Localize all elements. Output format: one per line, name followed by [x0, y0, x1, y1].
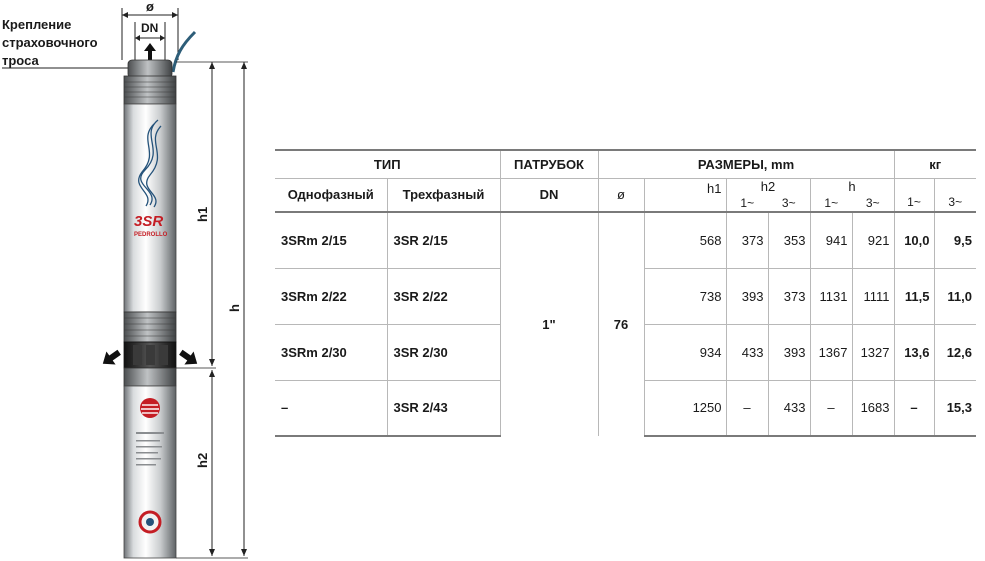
diameter-arrow-left — [122, 12, 128, 18]
diameter-arrow-right — [172, 12, 178, 18]
cell-three: 3SR 2/43 — [387, 380, 500, 436]
cell-h2-3: 433 — [768, 380, 810, 436]
header-outlet: ПАТРУБОК — [500, 150, 598, 178]
h-arrow-bottom — [241, 549, 247, 556]
cell-single: 3SRm 2/22 — [275, 268, 387, 324]
dn-label: DN — [141, 21, 159, 35]
header-single-phase: Однофазный — [275, 178, 387, 212]
flow-up-arrow-icon — [144, 43, 156, 60]
cell-h-3: 921 — [852, 212, 894, 268]
cell-h-3: 1111 — [852, 268, 894, 324]
diameter-label: ø — [146, 0, 154, 14]
h2-label: h2 — [195, 452, 210, 468]
cell-h-1: 1367 — [810, 324, 852, 380]
strainer-slot — [146, 345, 155, 365]
intake-arrow-left-icon — [98, 346, 124, 371]
cell-single: – — [275, 380, 387, 436]
cell-single: 3SRm 2/15 — [281, 232, 347, 248]
cell-h-1: – — [810, 380, 852, 436]
h1-arrow-top — [209, 62, 215, 69]
pump-upper-ring — [124, 76, 176, 104]
pump-model-mark: 3SR — [134, 213, 164, 230]
cell-kg-1: – — [894, 380, 934, 436]
cell-h1: 738 — [644, 268, 726, 324]
header-h2-3: 3~ — [781, 195, 796, 210]
annotation-line-3: троса — [2, 53, 39, 68]
pump-brand: PEDROLLO — [134, 232, 168, 238]
cell-h-3: 1683 — [852, 380, 894, 436]
cell-h1: 1250 — [644, 380, 726, 436]
header-diameter: ø — [598, 178, 644, 212]
cell-dn: 1" — [500, 212, 598, 436]
header-dimensions: РАЗМЕРЫ, mm — [598, 150, 894, 178]
cell-h-1: 1131 — [810, 268, 852, 324]
header-three-phase: Трехфазный — [387, 178, 500, 212]
h1-label: h1 — [195, 206, 210, 222]
cell-h2-1: – — [726, 380, 768, 436]
annotation-line-2: страховочного — [2, 35, 98, 50]
cell-h2-1: 373 — [726, 212, 768, 268]
strainer-slot — [159, 345, 168, 365]
h1-arrow-bottom — [209, 359, 215, 366]
cell-kg-1: 11,5 — [894, 268, 934, 324]
table-row — [275, 212, 976, 268]
cell-three: 3SR 2/22 — [387, 268, 500, 324]
pump-discharge-head — [128, 60, 172, 78]
pump-body — [124, 104, 176, 312]
cell-three: 3SR 2/15 — [387, 212, 500, 268]
cell-single: 3SRm 2/30 — [275, 324, 387, 380]
pump-middle-ring — [124, 312, 176, 342]
h-arrow-top — [241, 62, 247, 69]
header-dn: DN — [500, 178, 598, 212]
header-h1: h1 — [644, 178, 726, 212]
spec-table — [275, 149, 976, 437]
header-h-1: 1~ — [824, 195, 839, 210]
cell-kg-3: 12,6 — [934, 324, 976, 380]
cell-three: 3SR 2/30 — [387, 324, 500, 380]
cell-h1: 934 — [644, 324, 726, 380]
header-weight: кг — [894, 150, 976, 178]
header-kg-1: 1~ — [894, 178, 934, 212]
header-h2: h2 — [760, 178, 776, 194]
h2-arrow-top — [209, 370, 215, 377]
header-h: h — [848, 178, 856, 194]
intake-arrow-right-icon — [176, 346, 202, 371]
cell-kg-3: 15,3 — [934, 380, 976, 436]
power-cable — [173, 32, 195, 72]
header-h2-1: 1~ — [740, 195, 755, 210]
cell-kg-3: 9,5 — [934, 212, 976, 268]
dn-arrow-right — [160, 35, 165, 41]
cell-kg-1: 10,0 — [894, 212, 934, 268]
header-h-3: 3~ — [865, 195, 880, 210]
cell-h2-3: 353 — [768, 212, 810, 268]
h-label: h — [227, 304, 242, 312]
cell-h2-3: 373 — [768, 268, 810, 324]
header-type: ТИП — [275, 150, 500, 178]
cell-kg-3: 11,0 — [934, 268, 976, 324]
h2-arrow-bottom — [209, 549, 215, 556]
strainer-slot — [133, 345, 142, 365]
cell-kg-1: 13,6 — [894, 324, 934, 380]
cell-h2-1: 433 — [726, 324, 768, 380]
cell-h2-3: 393 — [768, 324, 810, 380]
cell-h1: 568 — [644, 212, 726, 268]
header-kg-3: 3~ — [934, 178, 976, 212]
motor-top-cap — [124, 368, 176, 386]
cell-h-3: 1327 — [852, 324, 894, 380]
cell-h2-1: 393 — [726, 268, 768, 324]
pump-dimension-drawing — [0, 0, 275, 561]
motor-badge-center — [146, 518, 154, 526]
cell-h-1: 941 — [810, 212, 852, 268]
dn-arrow-left — [135, 35, 140, 41]
motor-logo-icon — [140, 398, 160, 418]
cell-diameter: 76 — [598, 212, 644, 436]
annotation-line-1: Крепление — [2, 17, 72, 32]
